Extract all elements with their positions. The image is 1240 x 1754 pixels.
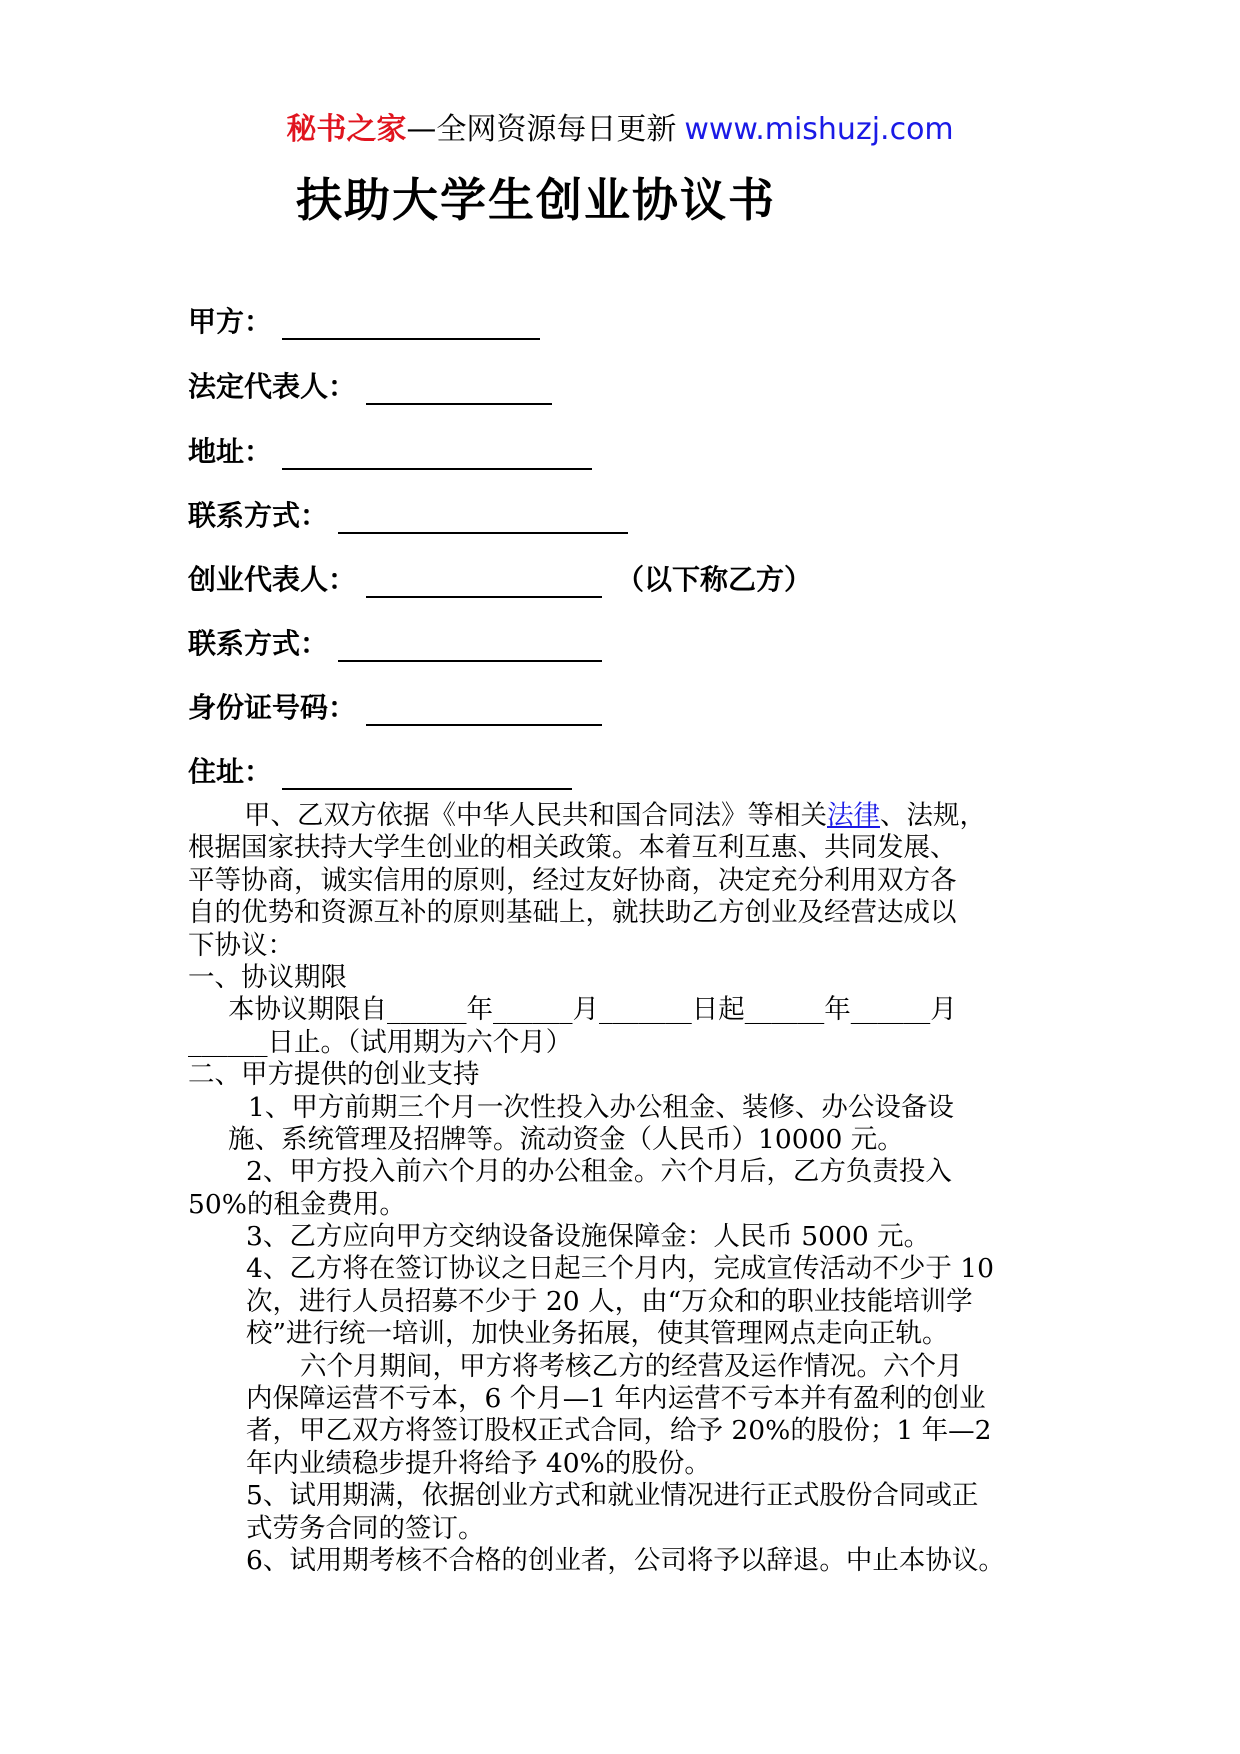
field-contact-b: [188, 622, 602, 662]
intro-line: 平等协商，诚实信用的原则，经过友好协商，决定充分利用双方各: [188, 864, 957, 896]
fill-in-blank[interactable]: [282, 310, 540, 340]
site-banner: [0, 104, 1240, 148]
fill-in-blank[interactable]: [366, 568, 602, 598]
clause-line: 次，进行人员招募不少于 20 人，由“万众和的职业技能培训学: [246, 1285, 973, 1317]
fill-in-blank[interactable]: [366, 696, 602, 726]
field-label: 法定代表人：: [188, 370, 357, 403]
term-line: 本协议期限自______年______月_______日起______年______月: [228, 994, 957, 1026]
clause-line: 6、试用期考核不合格的创业者，公司将予以辞退。中止本协议。: [246, 1544, 1005, 1576]
section-heading: 二、甲方提供的创业支持: [188, 1059, 480, 1091]
field-label: 住址：: [188, 755, 273, 788]
field-residence: [188, 750, 572, 790]
section-heading: 一、协议期限: [188, 961, 347, 993]
field-label: 身份证号码：: [188, 691, 357, 724]
field-label: 地址：: [188, 435, 273, 468]
field-label: 甲方：: [188, 305, 273, 338]
term-line: ______日止。（试用期为六个月）: [188, 1026, 573, 1058]
field-label: 联系方式：: [188, 499, 329, 532]
clause-line: 4、乙方将在签订协议之日起三个月内，完成宣传活动不少于 10: [246, 1253, 995, 1285]
field-contact-a: [188, 494, 628, 534]
clause-line: 3、乙方应向甲方交纳设备设施保障金：人民币 5000 元。: [246, 1221, 931, 1253]
field-id-number: [188, 686, 602, 726]
fill-in-blank[interactable]: [282, 760, 572, 790]
field-party-a: [188, 300, 540, 340]
intro-line: 甲、乙双方依据《中华人民共和国合同法》等相关法律、法规，: [244, 800, 986, 831]
brand-name: 秘书之家: [286, 112, 407, 147]
clause-line: 施、系统管理及招牌等。流动资金（人民币）10000 元。: [228, 1123, 904, 1155]
field-label: 联系方式：: [188, 627, 329, 660]
field-address: [188, 430, 592, 470]
fill-in-blank[interactable]: [366, 375, 552, 405]
clause-line: 年内业绩稳步提升将给予 40%的股份。: [246, 1447, 711, 1479]
document-title: 扶助大学生创业协议书: [296, 173, 776, 227]
agreement-body: [188, 800, 1088, 1577]
clause-line: 5、试用期满，依据创业方式和就业情况进行正式股份合同或正: [246, 1480, 979, 1512]
clause-line: 校”进行统一培训，加快业务拓展，使其管理网点走向正轨。: [246, 1318, 949, 1350]
field-label: 创业代表人：: [188, 563, 357, 596]
clause-line: 1、甲方前期三个月一次性投入办公租金、装修、办公设备设: [248, 1091, 954, 1123]
fill-in-blank[interactable]: [338, 632, 602, 662]
law-link[interactable]: 法律: [827, 800, 880, 831]
site-url-link[interactable]: www.mishuzj.com: [684, 112, 954, 147]
clause-line: 2、甲方投入前六个月的办公租金。六个月后，乙方负责投入: [246, 1156, 952, 1188]
clause-line: 六个月期间，甲方将考核乙方的经营及运作情况。六个月: [300, 1350, 963, 1382]
intro-line: 下协议：: [188, 929, 294, 961]
fill-in-blank[interactable]: [338, 504, 628, 534]
field-startup-representative: [188, 558, 812, 598]
clause-line: 内保障运营不亏本，6 个月—1 年内运营不亏本并有盈利的创业: [246, 1383, 986, 1415]
intro-line: 根据国家扶持大学生创业的相关政策。本着互利互惠、共同发展、: [188, 832, 957, 864]
clause-line: 式劳务合同的签订。: [246, 1512, 485, 1544]
party-b-note: （以下称乙方）: [616, 563, 813, 596]
clause-line: 者，甲乙双方将签订股权正式合同，给予 20%的股份；1 年—2: [246, 1415, 992, 1447]
field-legal-representative: [188, 365, 552, 405]
fill-in-blank[interactable]: [282, 440, 592, 470]
intro-line: 自的优势和资源互补的原则基础上，就扶助乙方创业及经营达成以: [188, 897, 957, 929]
clause-line: 50%的租金费用。: [188, 1188, 406, 1220]
banner-slogan: —全网资源每日更新: [406, 112, 677, 147]
